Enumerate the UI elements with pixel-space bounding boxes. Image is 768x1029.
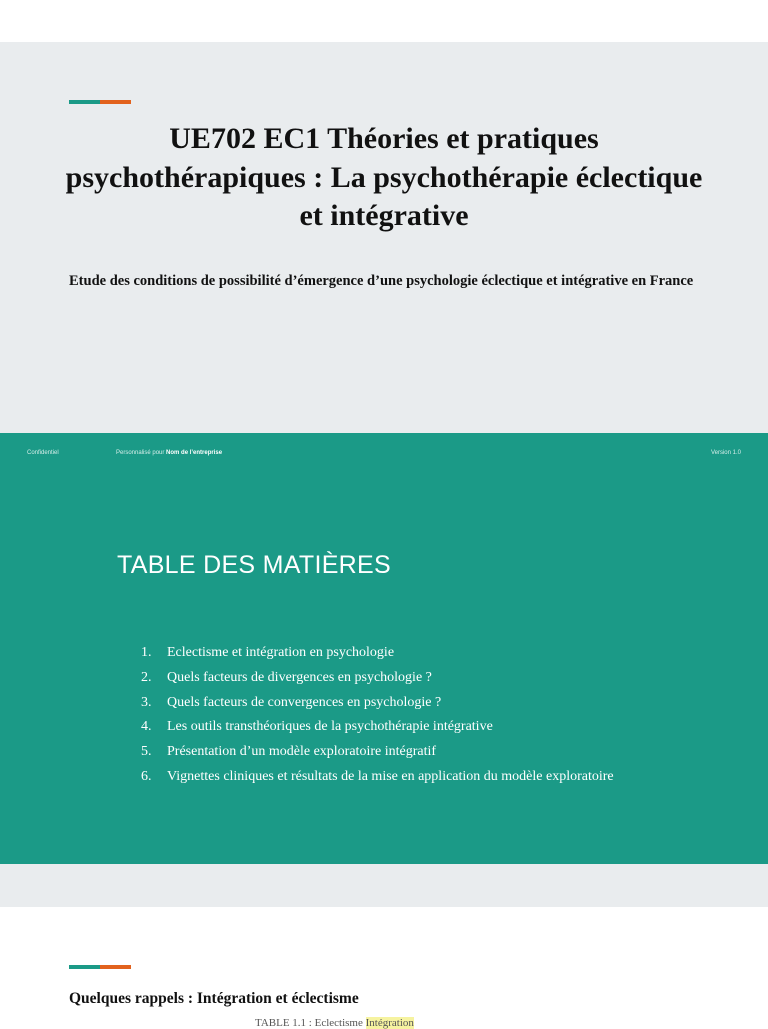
toc-item-label: Quels facteurs de convergences en psychologie ? [167, 694, 442, 710]
toc-item [141, 668, 614, 693]
toc-item-label: Vignettes cliniques et résultats de la mise en application du modèle exploratoire [167, 768, 614, 784]
toc-item-number: 2. [141, 669, 152, 685]
slide-separator [0, 864, 768, 907]
section-heading: Quelques rappels : Intégration et éclectisme [69, 990, 359, 1007]
toc-item-label: Présentation d’un modèle exploratoire intégratif [167, 744, 437, 760]
toc-item [141, 643, 614, 668]
toc-item-label: Eclectisme et intégration en psychologie [167, 645, 395, 660]
table-caption-highlight: Intégration [365, 1017, 414, 1029]
footer-personalized [116, 450, 222, 456]
document-title: UE702 EC1 Théories et pratiques psychothérapiques : La psychothérapie éclectique et intégrative [65, 122, 703, 232]
toc-slide [0, 433, 768, 864]
toc-item-number: 5. [141, 744, 152, 760]
toc-item-label: Les outils transthéoriques de la psychothérapie intégrative [167, 719, 493, 735]
accent-bar [69, 965, 131, 969]
toc-item [141, 717, 614, 742]
toc-item [141, 742, 614, 767]
footer-confidential: Confidentiel [27, 450, 59, 456]
toc-item-number: 1. [141, 645, 152, 660]
footer-personalized-prefix: Personnalisé pour [116, 450, 167, 456]
toc-title: TABLE DES MATIÈRES [117, 551, 391, 579]
toc-item-number: 3. [141, 694, 152, 710]
toc-item-label: Quels facteurs de divergences en psychologie ? [167, 669, 432, 685]
toc-list [141, 643, 614, 792]
footer-company-name: Nom de l’entreprise [166, 450, 223, 456]
title-slide [0, 42, 768, 433]
table-caption-partial [255, 1017, 414, 1029]
table-caption-text: TABLE 1.1 : Eclectisme [255, 1017, 363, 1029]
toc-item-number: 4. [141, 719, 152, 735]
toc-item-number: 6. [141, 768, 152, 784]
accent-bar [69, 100, 131, 104]
toc-item [141, 693, 614, 718]
toc-item [141, 767, 614, 792]
section-slide [0, 907, 768, 1029]
footer-version: Version 1.0 [710, 450, 741, 456]
document-subtitle: Etude des conditions de possibilité d’émergence d’une psychologie éclectique et intégrative en France [69, 273, 694, 289]
